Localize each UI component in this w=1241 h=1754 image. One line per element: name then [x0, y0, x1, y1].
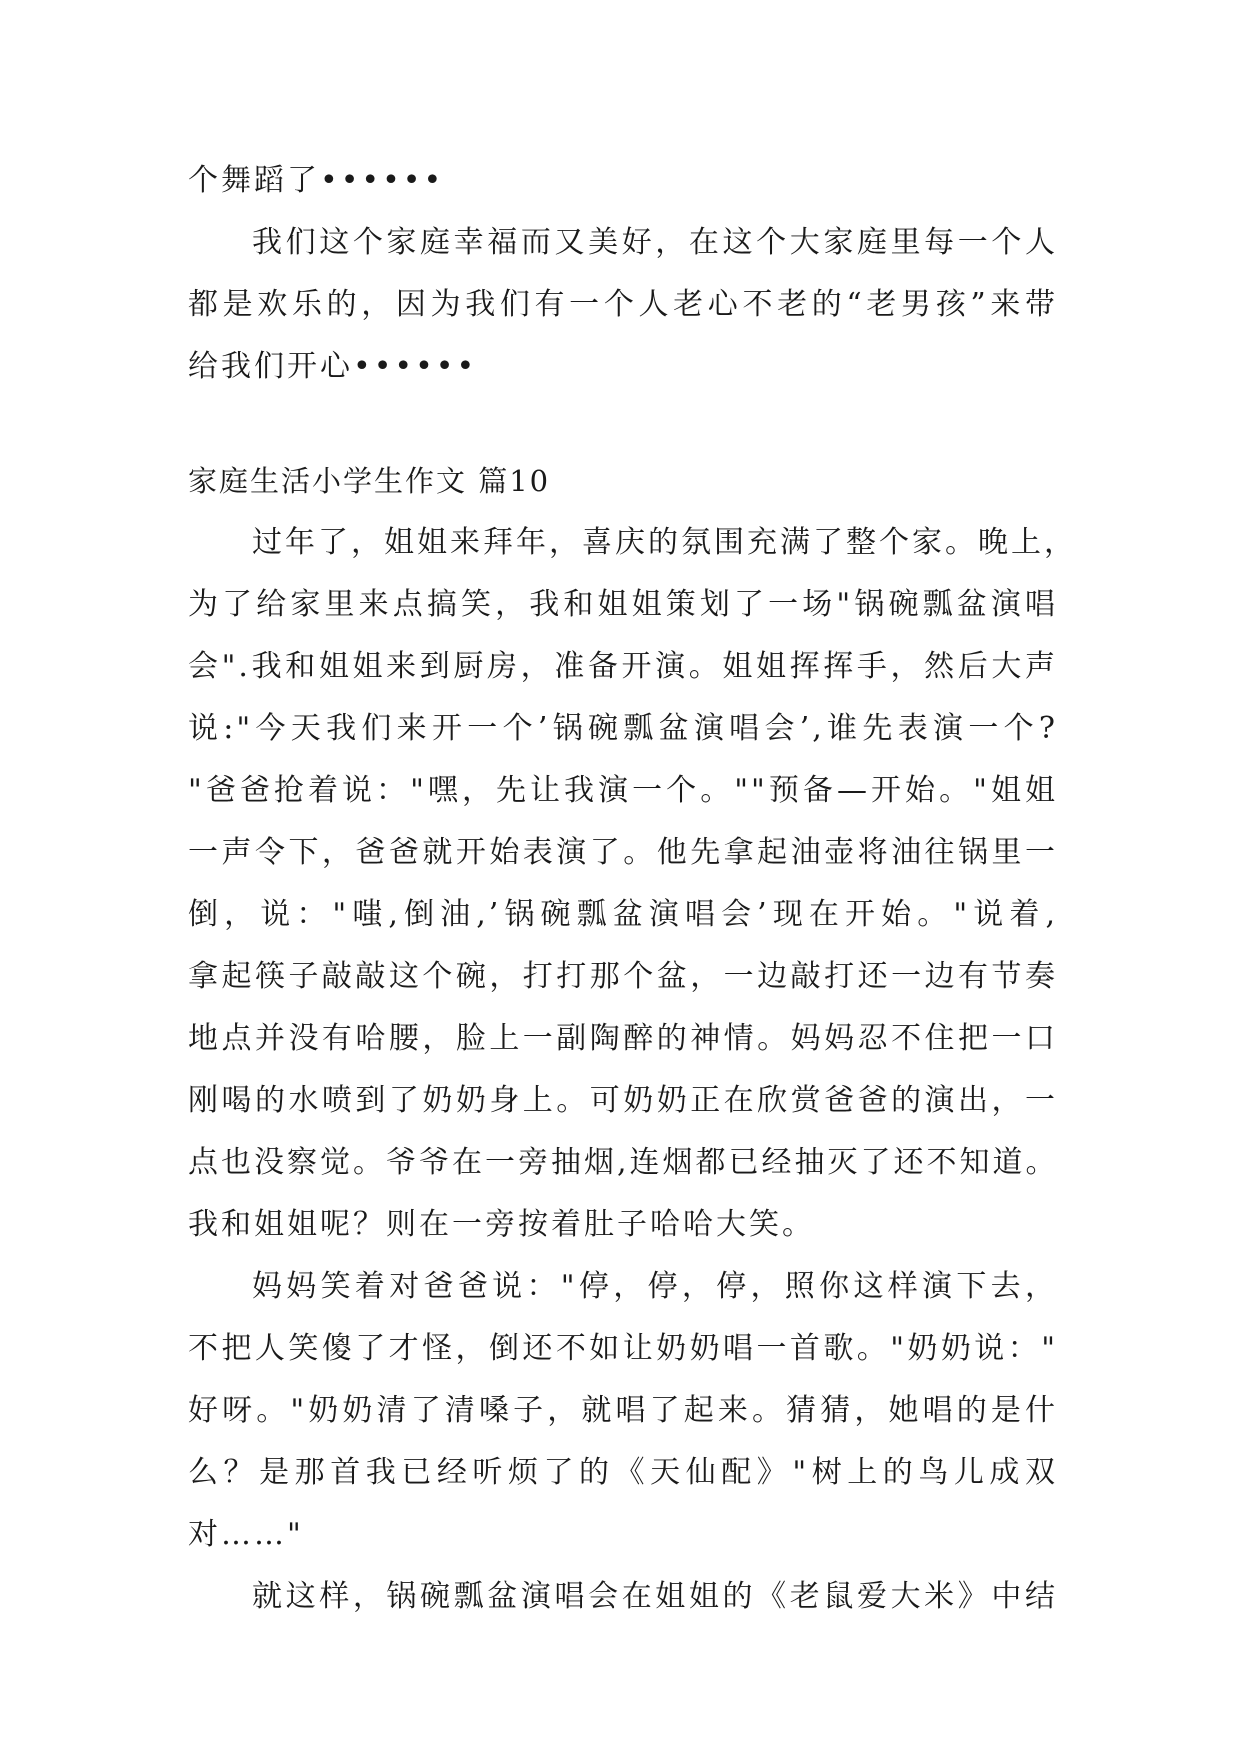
- section-spacer: [188, 398, 1058, 450]
- body-line: 不把人笑傻了才怪，倒还不如让奶奶唱一首歌。"奶奶说：": [188, 1331, 1058, 1366]
- body-line: 拿起筷子敲敲这个碗，打打那个盆，一边敲打还一边有节奏: [188, 959, 1058, 994]
- body-line: 过年了，姐姐来拜年，喜庆的氛围充满了整个家。晚上，: [252, 525, 1077, 560]
- body-line: 好呀。"奶奶清了清嗓子，就唱了起来。猜猜，她唱的是什: [188, 1393, 1058, 1428]
- body-line: 妈妈笑着对爸爸说："停，停，停，照你这样演下去，: [252, 1269, 1058, 1304]
- body-line: 说:"今天我们来开一个’锅碗瓢盆演唱会’,谁先表演一个?: [188, 711, 1058, 746]
- body-line: 我和姐姐呢？则在一旁按着肚子哈哈大笑。: [188, 1207, 815, 1242]
- body-line: 为了给家里来点搞笑，我和姐姐策划了一场"锅碗瓢盆演唱: [188, 587, 1058, 622]
- body-line: 倒，说："嗤,倒油,’锅碗瓢盆演唱会’现在开始。"说着,: [188, 897, 1058, 932]
- body-line: 就这样，锅碗瓢盆演唱会在姐姐的《老鼠爱大米》中结: [252, 1579, 1058, 1614]
- document-body: [188, 150, 1077, 1628]
- body-line: 会".我和姐姐来到厨房，准备开演。姐姐挥挥手，然后大声: [188, 649, 1058, 684]
- body-line: 我们这个家庭幸福而又美好，在这个大家庭里每一个人: [252, 225, 1058, 260]
- body-line: 地点并没有哈腰，脸上一副陶醉的神情。妈妈忍不住把一口: [188, 1021, 1058, 1056]
- body-line: 给我们开心••••••: [188, 349, 478, 384]
- body-line: 点也没察觉。爷爷在一旁抽烟,连烟都已经抽灭了还不知道。: [188, 1145, 1059, 1180]
- body-line: 对……": [188, 1517, 304, 1552]
- body-line: 都是欢乐的，因为我们有一个人老心不老的“老男孩”来带: [188, 287, 1058, 322]
- section-heading: 家庭生活小学生作文 篇10: [188, 464, 551, 498]
- body-line: 一声令下，爸爸就开始表演了。他先拿起油壶将油往锅里一: [188, 835, 1058, 870]
- body-line: 么？是那首我已经听烦了的《天仙配》"树上的鸟儿成双: [188, 1455, 1058, 1490]
- body-line: 刚喝的水喷到了奶奶身上。可奶奶正在欣赏爸爸的演出，一: [188, 1083, 1058, 1118]
- body-line: 个舞蹈了••••••: [188, 163, 445, 198]
- body-line: "爸爸抢着说："嘿，先让我演一个。""预备—开始。"姐姐: [188, 773, 1058, 808]
